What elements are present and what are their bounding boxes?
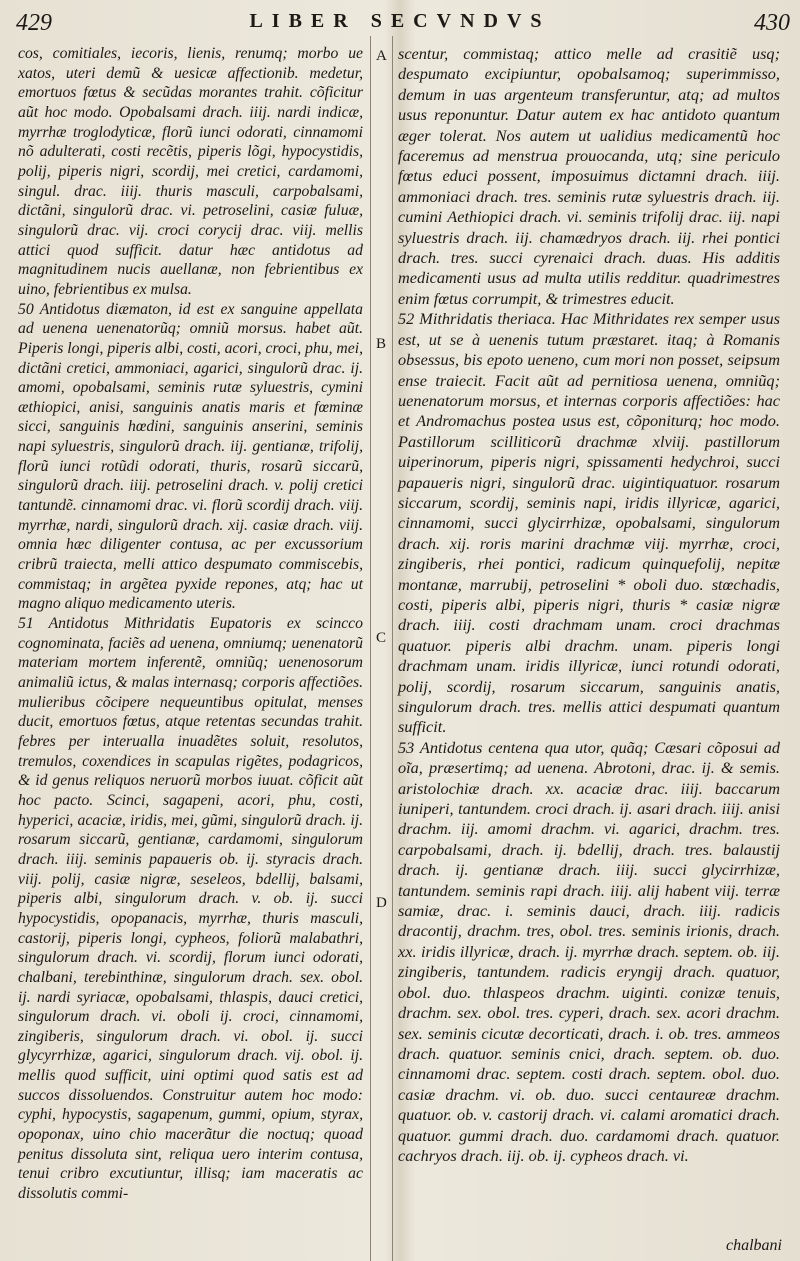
paragraph: 50 Antidotus diæmaton, id est ex sanguine appellata ad uenena uenenatorũq; omniũ morsus. habet aũt. Piperis longi, piperis albi, costi, acori, croci, phu, mei, dictãni cretici, ammoniaci, agarici, singulorũ drac. ij. amomi, opobalsami, seminis rutæ syluestris, cymini æthiopici, anisi, sanguinis anatis maris et fœminæ sicci, sanguinis hœdini, sanguinis anserini, seminis napi syluestris, singulorũ drach. iij. gentianæ, trifolij, florũ iunci rotũdi odorati, thuris, rosarũ siccarũ, singulorũ drach. iiij. petroselini drach. v. polij cretici tantundẽ. cinnamomi drac. vi. florũ scordij drach. viij. myrrhæ, nardi, singulorũ drach. xij. casiæ drach. viij. omnia hæc diligenter contusa, ac per excussorium cribrũ traiecta, melli attico despumato commiscebis, commistaq; in argẽtea pyxide repones, atq; hac ut magno aliquo medicamento uteris. bbox=[18, 300, 363, 613]
right-text-column bbox=[398, 44, 780, 1166]
margin-letter-a: A bbox=[376, 48, 387, 64]
running-title: LIBER SECVNDVS bbox=[249, 10, 551, 32]
paragraph: 51 Antidotus Mithridatis Eupatoris ex scincco cognominata, faciẽs ad uenena, omniumq; uenenatorũ materiam mortem inferentẽ, omniũq; uenenosorum animaliũ ictus, & malas internasq; corporis affectiões. mulieribus cõcipere nequeuntibus opitulat, menses ducit, emortuos fœtus, atque retentas secundas trahit. febres per interualla inuadẽtes soluit, resolutos, tremulos, coxendices in scapulas rigẽtes, podagricos, & id genus reliquos neruorũ morbos iuuat. cõficit aũt hoc pacto. Scinci, sagapeni, acori, phu, costi, hyperici, acaciæ, iridis, mei, gũmi, singulorũ drach. ij. rosarum siccarũ, gentianæ, cardamomi, singulorum drach. iiij. seminis papaueris ob. ij. styracis drach. viij. polij, casiæ nigræ, seseleos, bdellij, balsami, piperis albi, singulorum drach. v. ob. ij. succi hypocystidis, opopanacis, myrrhæ, thuris masculi, castorij, piperis longi, cypheos, foliorũ malabathri, singulorum drach. vi. scordij, florum iunci odorati, chalbani, terebinthinæ, singulorum drach. sex. obol. ij. nardi syriacæ, opobalsami, thlaspis, dauci cretici, singulorum drach. vi. oboli ij. croci, cinnamomi, zingiberis, singulorum drach. vi. obol. ij. succi glycyrrhizæ, agarici, singulorum drach. vij. obol. ij. mellis quod sufficit, uini optimi quod satis est ad succos dissoluendos. Construitur autem hoc modo: cyphi, hypocystis, sagapenum, gummi, opium, styrax, opoponax, uino chio macerãtur die noctuq; quoad penitus dissoluta sint, reliqua uero interim contusa, tenui cribro excutiuntur, illisq; iam maceratis ac dissolutis commi- bbox=[18, 615, 363, 1203]
paragraph: 53 Antidotus centena qua utor, quãq; Cæsari cõposui ad oĩa, præsertimq; ad uenena. Abrotoni, drac. ij. & semis. aristolochiæ drach. xx. acaciæ drac. iiij. baccarum iuniperi, tantundem. croci drach. ij. asari drach. iiij. anisi drachm. iij. amomi drachm. vi. agarici, drachm. tres. carpobalsami, drach. ij. bdellij, drach. tres. balaustij drach. ij. gentianæ drach. iiij. succi glycirrhizæ, tantundem. seminis rapi drach. iiij. alij habent viij. terræ samiæ, drac. i. seminis dauci, drach. iiij. radicis dracontij, drachm. tres, obol. tres. seminis irionis, drach. xx. iridis illyricæ, drach. ij. myrrhæ drach. septem. ob. iij. zingiberis, tantundem. radicis eryngij drach. quatuor, obol. duo. thlaspeos drachm. uiginti. conizæ tenuis, drachm. sex. obol. tres. cyperi, drach. sex. acori drachm. sex. seminis cicutæ decorticati, drach. i. ob. tres. ammeos drach. quatuor. seminis cnici, drach. septem. ob. duo. cinnamomi drac. septem. costi drach. septem. obol. duo. casiæ drachm. vi. ob. duo. succi centaureæ drachm. quatuor. ob. v. castorij drach. vi. calami aromatici drach. quatuor. gummi drach. duo. cardamomi drach. quatuor. cachryos drach. iij. ob. ij. cypheos drach. vi. bbox=[398, 737, 780, 1165]
catchword: chalbani bbox=[726, 1237, 782, 1254]
margin-letter-d: D bbox=[376, 895, 387, 911]
column-rule-left bbox=[370, 36, 371, 1261]
margin-letter-c: C bbox=[376, 630, 387, 646]
paragraph: cos, comitiales, iecoris, lienis, renumq; morbo ue xatos, uteri demũ & uesicæ affectionib. medetur, emortuos fœtus & secũdas morantes trahit. cõficitur aũt hoc modo. Opobalsami drach. iiij. nardi indicæ, myrrhæ troglodyticæ, florũ iunci odorati, cinnamomi nõ adulterati, costi recẽtis, piperis lõgi, hypocystidis, polij, piperis nigri, scordij, mei cretici, cardamomi, singul. drac. iiij. thuris masculi, carpobalsami, dictãni, singulorũ drac. vi. petroselini, casiæ fuluæ, singulorũ drac. vij. croci corycij drac. viij. mellis attici quod sufficit. datur hæc antidotus ad magnitudinem nucis auellanæ, non febrientibus ex uino, febrientibus ex mulsa. bbox=[18, 45, 363, 298]
paragraph: 52 Mithridatis theriaca. Hac Mithridates rex semper usus est, ut se à uenenis tutum præstaret. itaq; à Romanis obsessus, bis epoto ueneno, cum mori non posset, seipsum ense traiecit. Facit aũt ad pernitiosa uenena, omniũq; uenenatorum morsus, et internas corporis affectiões: hac et Andromachus postea usus est, cõponiturq; hoc modo. Pastillorum scilliticorũ drachmæ xlviij. pastillorum uiperinorum, piperis nigri, spissamenti hedychroi, succi papaueris nigri, singulorũ drac. uigintiquatuor. rosarum siccarum, scordij, seminis napi, iridis illyricæ, agarici, cinnamomi, succi glycirrhizæ, opobalsami, singulorum drach. xij. roris marini drachmæ viij. myrrhæ, croci, zingiberis, rhei pontici, radicum quinquefolij, nepitæ montanæ, marrubij, petroselini * oboli duo. stœchadis, costi, piperis albi, piperis nigri, thuris * casiæ nigræ drach. iiij. costi drachmam unam. croci drachmas quatuor. piperis albi drachm. unam. piperis longi drachmam unam. iridis illyricæ, iunci rotundi odorati, polij, scordij, rosarum siccarum, sanguinis anatis, singulorum drach. tres. mellis attici despumati quantum sufficit. bbox=[398, 309, 780, 737]
page-number-left: 429 bbox=[16, 10, 52, 36]
left-text-column bbox=[18, 44, 363, 1204]
margin-letter-b: B bbox=[376, 336, 387, 352]
column-rule-right bbox=[392, 36, 393, 1261]
page-number-right: 430 bbox=[754, 10, 790, 36]
paragraph: scentur, commistaq; attico melle ad crasitiẽ usq; despumato excipiuntur, opobalsamoq; superimmisso, demum in uas argenteum transferuntur, atq; ad multos usus reponuntur. Datur autem ex hac antidoto quantum æger tolerat. Nos autem ut ualidius medicamentũ hoc faceremus ad menstrua prouocanda, utq; sine periculo fœtus educi possent, imposuimus dictamni drach. iiij. ammoniaci drach. tres. seminis rutæ syluestris drach. iij. cumini Aethiopici drach. vi. seminis trifolij drac. iij. napi syluestris drach. iij. chamædryos drach. iij. rhei pontici drach. tres. succi cyrenaici drach. duas. His additis medicamenti usus ad multa utilis redditur. quadrimestres enim fœtus corrumpit, & trimestres educit. bbox=[398, 44, 780, 308]
page-header bbox=[0, 6, 800, 42]
